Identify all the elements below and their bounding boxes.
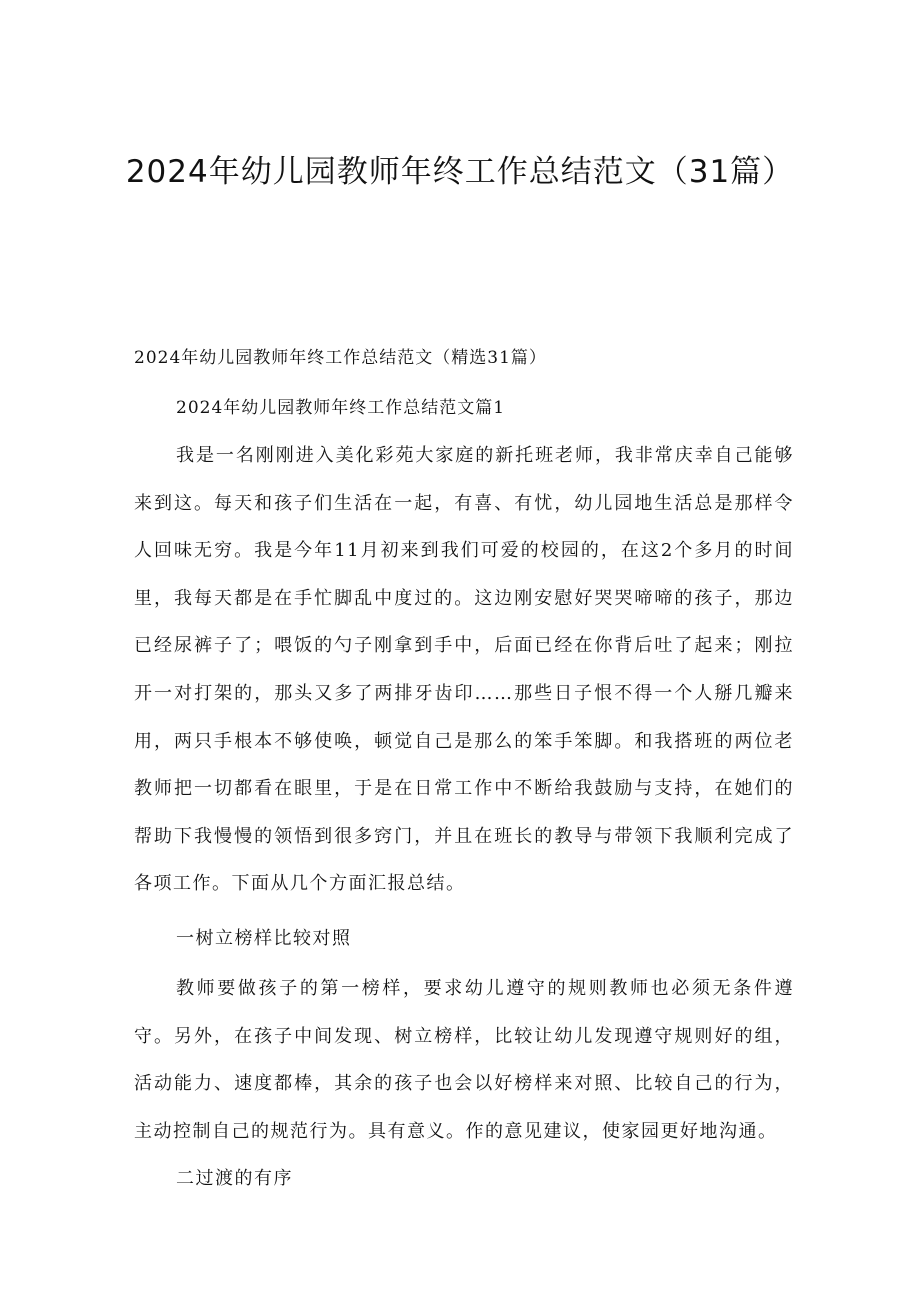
section-heading-1: 一树立榜样比较对照: [176, 928, 352, 949]
paragraph-intro: 我是一名刚刚进入美化彩苑大家庭的新托班老师，我非常庆幸自己能够来到这。每天和孩子们生活在一起，有喜、有忧，幼儿园地生活总是那样令人回味无穷。我是今年11月初来到我们可爱的校园的，在这2个多月的时间里，我每天都是在手忙脚乱中度过的。这边刚安慰好哭哭啼啼的孩子，那边已经尿裤子了；喂饭的勺子刚拿到手中，后面已经在你背后吐了起来；刚拉开一对打架的，那头又多了两排牙齿印……那些日子恨不得一个人掰几瓣来用，两只手根本不够使唤，顿觉自己是那么的笨手笨脚。和我搭班的两位老教师把一切都看在眼里，于是在日常工作中不断给我鼓励与支持，在她们的帮助下我慢慢的领悟到很多窍门，并且在班长的教导与带领下我顺利完成了各项工作。下面从几个方面汇报总结。: [134, 445, 794, 895]
document-subtitle: 2024年幼儿园教师年终工作总结范文（精选31篇）: [134, 348, 547, 368]
paragraph-role-model: 教师要做孩子的第一榜样，要求幼儿遵守的规则教师也必须无条件遵守。另外，在孩子中间发现、树立榜样，比较让幼儿发现遵守规则好的组，活动能力、速度都棒，其余的孩子也会以好榜样来对照、比较自己的行为，主动控制自己的规范行为。具有意义。作的意见建议，使家园更好地沟通。: [134, 978, 794, 1142]
document-title: 2024年幼儿园教师年终工作总结范文（31篇）: [125, 154, 795, 190]
section-heading-2: 二过渡的有序: [176, 1168, 293, 1189]
article-title: 2024年幼儿园教师年终工作总结范文篇1: [176, 398, 506, 418]
